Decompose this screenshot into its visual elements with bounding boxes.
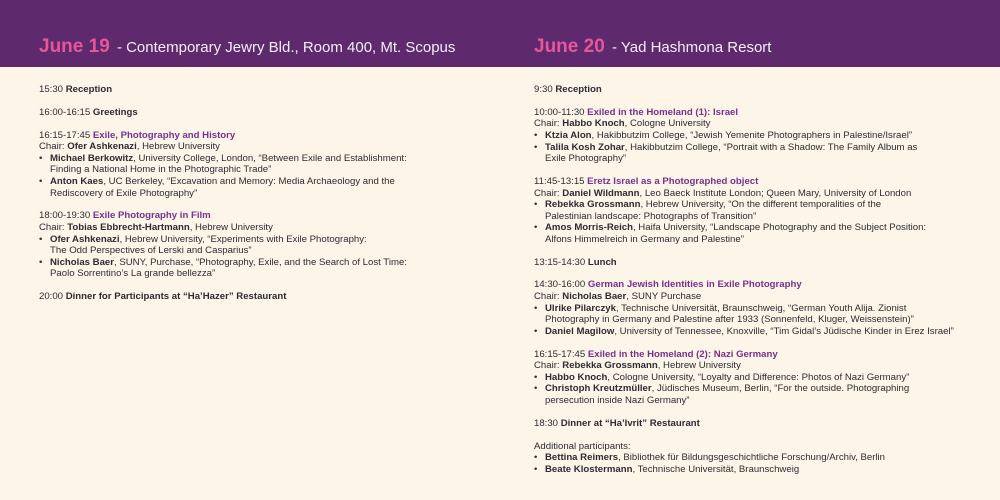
talk: • Daniel Magilow, University of Tennessee, Knoxville, “Tim Gidal’s Jüdische Kinder in Erez Israel” <box>534 325 954 337</box>
speaker-name: Rebekka Grossmann <box>545 199 641 211</box>
talk: • Michael Berkowitz, University College, London, “Between Exile and Establishment: Finding a National Home in the Photographic Trade” <box>39 152 407 176</box>
participant: • Bettina Reimers, Bibliothek für Bildungsgeschichtliche Forschung/Archiv, Berlin <box>534 452 886 464</box>
chair-name: Rebekka Grossmann <box>562 360 658 372</box>
chair-name: Daniel Wildmann <box>562 187 640 199</box>
session-chair: Chair: Habbo Knoch, Cologne University <box>534 118 711 130</box>
talk: • Amos Morris-Reich, Haifa University, “Landscape Photography and the Subject Position: Alfons Himmelreich in Germany and Palestine” <box>534 222 927 245</box>
day1-venue: - Contemporary Jewry Bld., Room 400, Mt. Scopus <box>116 39 456 56</box>
talk: • Ofer Ashkenazi, Hebrew University, “Experiments with Exile Photography: The Odd Perspectives of Lerski and Casparius” <box>39 233 367 257</box>
participant-name: Beate Klostermann <box>545 463 633 475</box>
speaker-name: Daniel Magilow <box>545 325 615 337</box>
session-title: Eretz Israel as a Photographed object <box>587 175 759 187</box>
session-time: 16:15-17:45 <box>39 129 91 141</box>
session-time: 14:30-16:00 <box>534 279 586 291</box>
session-chair: Chair: Ofer Ashkenazi, Hebrew University <box>39 141 220 153</box>
day2-reception <box>534 84 964 96</box>
day1-heading <box>39 36 455 58</box>
speaker-name: Habbo Knoch <box>545 371 608 383</box>
day2-program <box>534 84 964 487</box>
session-chair: Chair: Nicholas Baer, SUNY Purchase <box>534 291 702 303</box>
talk: • Ktzia Alon, Hakibbutzim College, “Jewish Yemenite Photographers in Palestine/Israel” <box>534 129 913 141</box>
session <box>534 279 964 337</box>
day2-date: June 20 <box>534 36 605 57</box>
day1-greetings <box>39 107 469 119</box>
speaker-name: Anton Kaes <box>50 175 104 187</box>
additional-participants <box>534 441 964 476</box>
session-time: 11:45-13:15 <box>534 175 585 187</box>
additional-heading: Additional participants: <box>534 440 631 452</box>
time: 15:30 <box>39 84 64 95</box>
session <box>39 210 469 280</box>
day2-heading <box>534 36 771 58</box>
time: 9:30 <box>534 84 553 95</box>
talk: • Anton Kaes, UC Berkeley, “Excavation and Memory: Media Archaeology and the Rediscovery of Exile Photography” <box>39 175 395 199</box>
session-time: 16:15-17:45 <box>534 348 586 360</box>
session-title: Exiled in the Homeland (2): Nazi Germany <box>587 348 778 360</box>
session-chair: Chair: Rebekka Grossmann, Hebrew University <box>534 360 741 372</box>
session-chair: Chair: Daniel Wildmann, Leo Baeck Institute London; Queen Mary, University of London <box>534 187 912 199</box>
session-time: 10:00-11:30 <box>534 106 585 118</box>
day2-lunch <box>534 257 964 269</box>
talk: • Christoph Kreutzmüller, Jüdisches Museum, Berlin, “For the outside. Photographing persecution inside Nazi Germany” <box>534 383 910 406</box>
session-title: Exile, Photography and History <box>92 129 236 141</box>
session-time: 18:00-19:30 <box>39 210 91 222</box>
speaker-name: Michael Berkowitz <box>50 152 134 164</box>
time: 18:30 <box>534 417 559 429</box>
header-banner <box>0 0 1000 67</box>
session-title: Exiled in the Homeland (1): Israel <box>587 106 739 118</box>
chair-name: Tobias Ebbrecht-Hartmann <box>67 221 190 233</box>
day1-reception <box>39 84 469 96</box>
event-label: Reception <box>555 84 602 95</box>
talk: • Habbo Knoch, Cologne University, “Loyalty and Difference: Photos of Nazi Germany” <box>534 371 910 383</box>
day1-dinner <box>39 291 469 303</box>
session <box>39 130 469 200</box>
speaker-name: Amos Morris-Reich <box>545 222 633 234</box>
event-label: Lunch <box>587 256 617 268</box>
talk: • Talila Kosh Zohar, Hakibbutzim College, “Portrait with a Shadow: The Family Album as Exile Photography” <box>534 141 918 165</box>
talk: • Ulrike Pilarczyk, Technische Universität, Braunschweig, “German Youth Alija. Zionist Photography in Germany and Palestine after 1933 (Sonnenfeld, Kluger, Weissenstein)” <box>534 302 914 326</box>
speaker-name: Christoph Kreutzmüller <box>545 383 652 395</box>
day2-venue: - Yad Hashmona Resort <box>611 39 772 56</box>
speaker-name: Ofer Ashkenazi <box>50 233 120 245</box>
session-chair: Chair: Tobias Ebbrecht-Hartmann, Hebrew University <box>39 221 273 233</box>
session <box>534 176 964 246</box>
event-label: Reception <box>65 84 113 95</box>
participant: • Beate Klostermann, Technische Universität, Braunschweig <box>534 463 800 475</box>
talk: • Nicholas Baer, SUNY, Purchase, “Photography, Exile, and the Search of Lost Time: Paolo Sorrentino’s La grande bellezza” <box>39 256 407 280</box>
speaker-name: Nicholas Baer <box>50 256 114 268</box>
time: 16:00-16:15 <box>39 106 91 118</box>
talk: • Rebekka Grossmann, Hebrew University, “On the different temporalities of the Palestinian landscape: Photographs of Transition” <box>534 199 882 222</box>
session-title: Exile Photography in Film <box>92 210 211 222</box>
event-label: Dinner for Participants at “Ha’Hazer” Restaurant <box>65 291 287 303</box>
day2-dinner <box>534 418 964 430</box>
day1-program <box>39 84 469 314</box>
time: 20:00 <box>39 291 64 303</box>
speaker-name: Ktzia Alon <box>545 129 592 141</box>
session <box>534 107 964 165</box>
speaker-name: Talila Kosh Zohar <box>545 141 625 153</box>
day1-date: June 19 <box>39 36 110 57</box>
chair-name: Ofer Ashkenazi <box>67 141 137 153</box>
event-label: Dinner at “Ha’Ivrit” Restaurant <box>560 417 700 429</box>
speaker-name: Ulrike Pilarczyk <box>545 302 616 314</box>
session-title: German Jewish Identities in Exile Photography <box>587 279 802 291</box>
time: 13:15-14:30 <box>534 256 586 268</box>
chair-name: Nicholas Baer <box>562 291 627 303</box>
event-label: Greetings <box>92 106 138 118</box>
session <box>534 349 964 407</box>
participant-name: Bettina Reimers <box>545 452 619 464</box>
chair-name: Habbo Knoch <box>562 118 625 130</box>
